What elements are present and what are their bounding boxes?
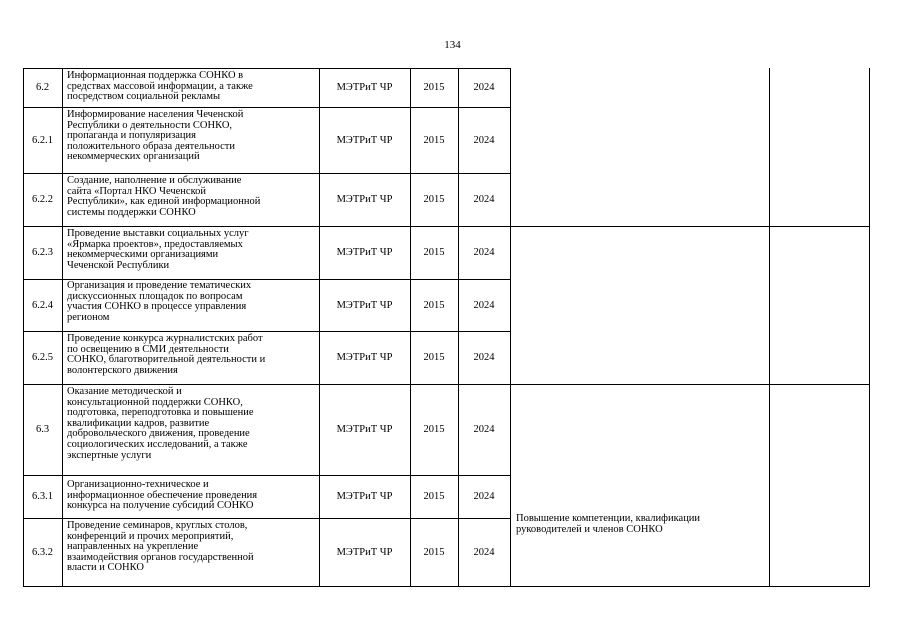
measure-description: Проведение конкурса журналистских работ по освещению в СМИ деятельности СОНКО, благотворительной деятельности и волонтерского движения <box>67 333 266 376</box>
measure-description: Информирование населения Чеченской Республики о деятельности СОНКО, пропаганда и популяризация положительного образа деятельности некоммерческих организаций <box>67 109 244 163</box>
start-year: 2015 <box>423 134 445 146</box>
measure-description: Проведение выставки социальных услуг «Ярмарка проектов», предоставляемых некоммерческими организациями Чеченской Республики <box>67 228 249 271</box>
row-number: 6.2.4 <box>32 299 53 311</box>
measure-description: Информационная поддержка СОНКО в средствах массовой информации, а также посредством социальной рекламы <box>67 70 253 103</box>
measure-description: Оказание методической и консультационной поддержки СОНКО, подготовка, переподготовка и повышение квалификации кадров, развитие добровольческого движения, проведение социологических исследований, а также экспертные услуги <box>67 386 254 461</box>
end-year: 2024 <box>473 247 495 258</box>
end-year: 2024 <box>473 424 495 435</box>
row-number: 6.3.2 <box>32 546 53 558</box>
column-border <box>62 68 63 587</box>
start-year: 2015 <box>423 424 445 435</box>
executor: МЭТРиТ ЧР <box>336 194 393 205</box>
row-number: 6.2 <box>35 82 50 93</box>
end-year: 2024 <box>473 352 495 363</box>
end-year: 2024 <box>473 194 495 205</box>
end-year: 2024 <box>473 299 495 311</box>
executor: МЭТРиТ ЧР <box>336 82 393 93</box>
measure-description: Создание, наполнение и обслуживание сайта «Портал НКО Чеченской Республики», как единой информационной системы поддержки СОНКО <box>67 175 261 218</box>
end-year: 2024 <box>473 82 495 93</box>
column-border <box>869 68 870 587</box>
measure-description: Проведение семинаров, круглых столов, конференций и прочих мероприятий, направленных на укрепление взаимодействия органов государственной власти и СОНКО <box>67 520 254 574</box>
executor: МЭТРиТ ЧР <box>336 546 393 558</box>
end-year: 2024 <box>473 546 495 558</box>
start-year: 2015 <box>423 352 445 363</box>
executor: МЭТРиТ ЧР <box>336 352 393 363</box>
table-bottom-border <box>23 586 870 587</box>
executor: МЭТРиТ ЧР <box>336 134 393 146</box>
measure-description: Организация и проведение тематических дискуссионных площадок по вопросам участия СОНКО в процессе управления регионом <box>67 280 252 323</box>
executor: МЭТРиТ ЧР <box>336 299 393 311</box>
executor: МЭТРиТ ЧР <box>336 491 393 502</box>
start-year: 2015 <box>423 299 445 311</box>
page-number: 134 <box>444 39 461 51</box>
executor: МЭТРиТ ЧР <box>336 424 393 435</box>
end-year: 2024 <box>473 491 495 502</box>
expected-result: Повышение компетенции, квалификации руководителей и членов СОНКО <box>516 513 701 535</box>
start-year: 2015 <box>423 194 445 205</box>
start-year: 2015 <box>423 247 445 258</box>
column-border <box>510 68 511 587</box>
row-number: 6.3.1 <box>32 491 53 502</box>
row-number: 6.2.5 <box>32 352 53 363</box>
executor: МЭТРиТ ЧР <box>336 247 393 258</box>
row-number: 6.2.2 <box>32 194 53 205</box>
row-number: 6.2.3 <box>32 247 53 258</box>
row-number: 6.3 <box>35 424 50 435</box>
measure-description: Организационно-техническое и информационное обеспечение проведения конкурса на получение субсидий СОНКО <box>67 479 258 512</box>
start-year: 2015 <box>423 82 445 93</box>
start-year: 2015 <box>423 546 445 558</box>
start-year: 2015 <box>423 491 445 502</box>
column-border <box>769 68 770 587</box>
end-year: 2024 <box>473 134 495 146</box>
row-number: 6.2.1 <box>32 134 53 146</box>
